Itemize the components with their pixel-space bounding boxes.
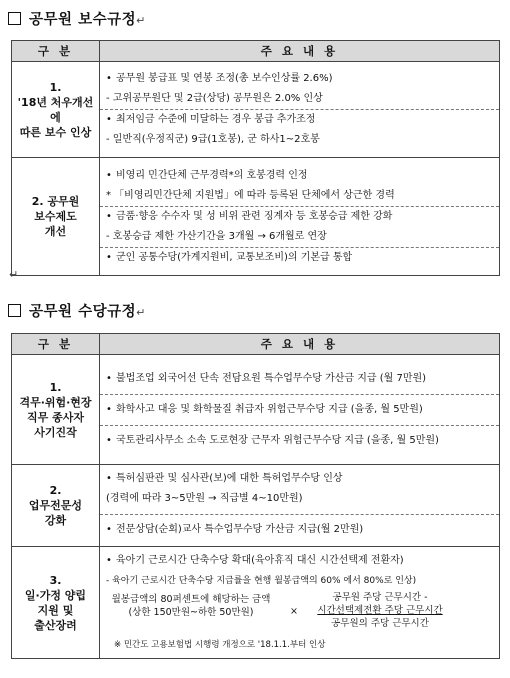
list-item: - 호봉승급 제한 가산기간을 3개월 → 6개월로 연장 (106, 230, 327, 242)
category-cell: 2. 공무원 보수제도 개선 (12, 158, 100, 276)
list-item: • 화학사고 대응 및 화학물질 취급자 위험근무수당 지급 (을종, 월 5만원) (100, 394, 499, 425)
header-category: 구 분 (12, 41, 100, 62)
list-item: • 특허심판관 및 심사관(보)에 대한 특허업무수당 인상 (106, 473, 343, 484)
list-item: - 육아기 근로시간 단축수당 지급률을 현행 월봉급액의 60% 에서 80%로 인상) (106, 575, 417, 586)
list-item: • 군인 공통수당(가계지원비, 교통보조비)의 기본급 통합 (100, 247, 499, 268)
checkbox-square-icon (8, 304, 21, 317)
header-category: 구 분 (12, 334, 100, 355)
content-cell (100, 62, 500, 158)
list-item: - 일반직(우정직군) 9급(1호봉), 군 하사1~2호봉 (106, 134, 320, 145)
formula-left: 월봉급액의 80퍼센트에 해당하는 금액 (상한 150만원~하한 50만원) (111, 593, 271, 618)
list-item: • 국토관리사무소 소속 도로현장 근무자 위험근무수당 지급 (을종, 월 5만원) (100, 425, 499, 456)
section1-title: 공무원 보수규정↵ (8, 8, 146, 29)
content-cell (100, 355, 500, 465)
content-cell (100, 547, 500, 659)
category-cell: 2. 업무전문성 강화 (12, 465, 100, 547)
paragraph-mark: ↵ (9, 268, 19, 281)
list-item: (경력에 따라 3~5만원 → 직급별 4~10만원) (106, 493, 303, 504)
formula-fraction: 공무원 주당 근무시간 - 시간선택제전환 주당 근무시간 공무원의 주당 근무시간 (317, 591, 443, 629)
note: ※ 민간도 고용보험법 시행령 개정으로 '18.1.1.부터 인상 (114, 639, 326, 650)
list-item: • 공무원 봉급표 및 연봉 조정(총 보수인상률 2.6%) (106, 73, 333, 84)
list-item: • 전문상담(순회)교사 특수업무수당 가산금 지급(월 2만원) (100, 514, 499, 545)
times-icon: × (290, 605, 298, 617)
category-cell: 3. 일·가정 양립 지원 및 출산장려 (12, 547, 100, 659)
category-cell: 1. 격무·위험·현장 직무 종사자 사기진작 (12, 355, 100, 465)
allowance-table (11, 333, 500, 659)
list-item: - 고위공무원단 및 2급(상당) 공무원은 2.0% 인상 (106, 93, 323, 104)
section2-title: 공무원 수당규정↵ (8, 300, 146, 321)
list-item: • 불법조업 외국어선 단속 전담요원 특수업무수당 가산금 지급 (월 7만원) (106, 372, 427, 384)
header-content: 주 요 내 용 (100, 41, 500, 62)
list-item: • 육아기 근로시간 단축수당 확대(육아휴직 대신 시간선택제 전환자) (106, 554, 404, 566)
category-cell: 1. '18년 처우개선에 따른 보수 인상 (12, 62, 100, 158)
formula (100, 591, 499, 635)
content-cell (100, 158, 500, 276)
salary-table (11, 40, 500, 276)
footnote: * 「비영리민간단체 지원법」에 따라 등록된 단체에서 상근한 경력 (106, 189, 395, 201)
list-item: • 금품·향응 수수자 및 성 비위 관련 징계자 등 호봉승급 제한 강화 (100, 206, 499, 227)
header-content: 주 요 내 용 (100, 334, 500, 355)
list-item: • 최저임금 수준에 미달하는 경우 봉급 추가조정 (100, 109, 499, 130)
content-cell (100, 465, 500, 547)
checkbox-square-icon (8, 12, 21, 25)
list-item: • 비영리 민간단체 근무경력*의 호봉경력 인정 (106, 169, 308, 181)
